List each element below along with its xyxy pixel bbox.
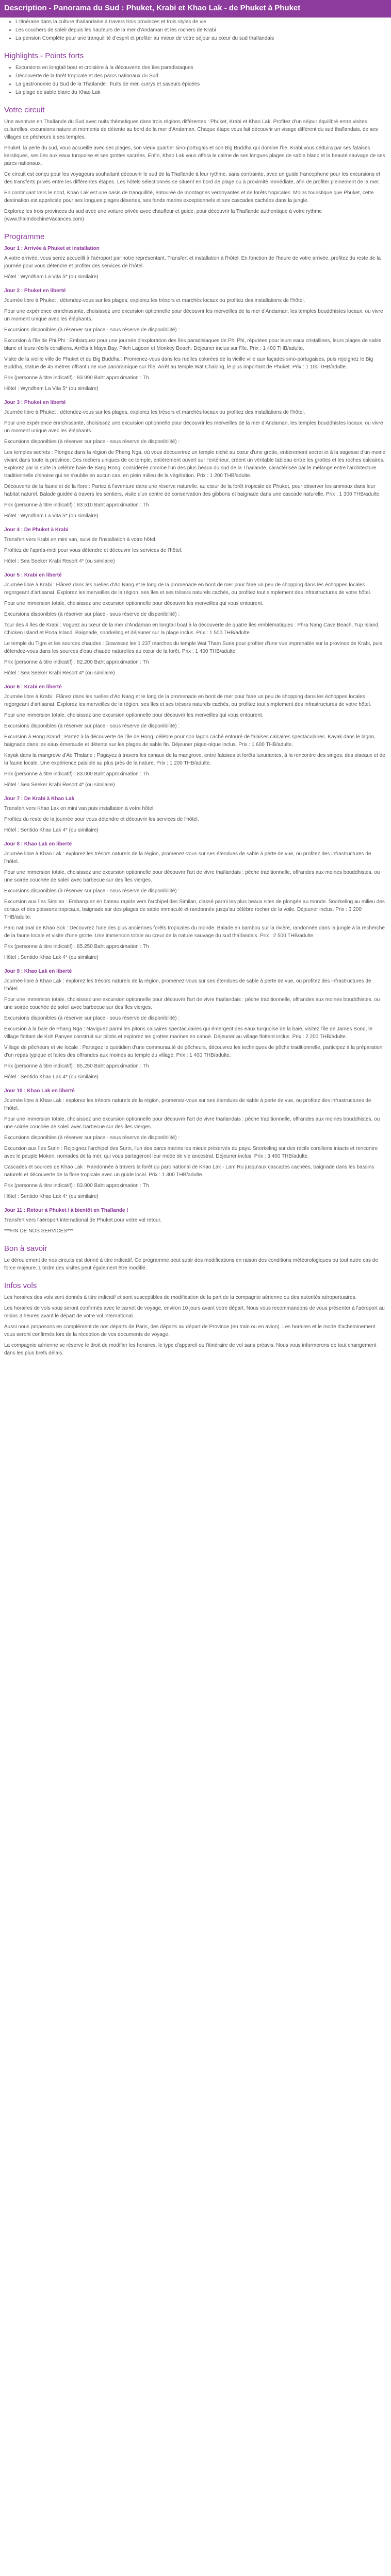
circuit-text	[4, 118, 387, 223]
day-paragraph: Journée libre à Khao Lak : explorez les trésors naturels de la région, promenez-vous sur ses étendues de sable à perte de vue, ou profitez des infrastructures de l'hôtel.	[4, 851, 371, 865]
highlights-list	[4, 64, 387, 96]
intro-item: • La pension Complète pour une tranquillité d'esprit et profiter au mieux de votre séjour au cœur du sud thaïlandais	[15, 35, 387, 42]
bon-text	[4, 1257, 387, 1272]
day-title: Jour 5 : Krabi en liberté	[4, 572, 62, 578]
day-title: Jour 7 : De Krabi à Khao Lak	[4, 795, 75, 802]
program-days	[4, 245, 387, 1235]
day-paragraph: Prix (personne à titre indicatif) : 82.200 Baht approximation : Th	[4, 659, 149, 665]
program-day	[4, 526, 387, 565]
day-title: Jour 11 : Retour à Phuket / à bientôt en Thaïlande !	[4, 1207, 128, 1213]
bon-section	[0, 1244, 391, 1272]
program-day	[4, 245, 387, 281]
program-section	[0, 232, 391, 1235]
day-paragraph: Excursions disponibles (à réserver sur place - sous réserve de disponibilité) :	[4, 611, 180, 617]
infos-section	[0, 1281, 391, 1370]
day-paragraph: Prix (personne à titre indicatif) : 83.510 Baht approximation : Th	[4, 502, 149, 508]
day-paragraph: Le temple du Tigre et les sources chaudes : Gravissez les 1 237 marches du temple Wat Tham Suea pour profiter d'une vue imprenable sur la province de Krabi, puis détendez-vous dans les sources d'eau chaude naturelles au cœur de la forêt. Prix : 1 400 THB/adulte.	[4, 640, 382, 654]
day-title: Jour 3 : Phuket en liberté	[4, 399, 66, 405]
circuit-paragraph: Phuket, la perle du sud, vous accueille avec ses plages, son vieux quartier sino-portugais et son Big Buddha qui domine l'île. Krabi vous séduira par ses falaises karstiques, ses îles aux eaux turquoise et ses grottes sacrées. Enfin, Khao Lak vous offrira le calme de ses longues plages de sable blanc et la beauté sauvage de ses parcs nationaux.	[4, 145, 385, 166]
day-paragraph: Pour une expérience enrichissante, choisissez une excursion optionnelle pour découvrir les merveilles de la mer d'Andaman, les temples bouddhistes locaux, ou vivre un moment unique avec les éléphants.	[4, 308, 383, 322]
day-paragraph: Excursions disponibles (à réserver sur place - sous réserve de disponibilité) :	[4, 327, 180, 333]
day-paragraph: Transfert vers Krabi en mini van, suivi de l'installation à votre hôtel.	[4, 536, 157, 543]
program-day	[4, 795, 387, 834]
day-paragraph: Prix (personne à titre indicatif) : 85.250 Baht approximation : Th	[4, 1063, 149, 1069]
day-paragraph: Excursion aux îles Surin : Rejoignez l'archipel des Surin, l'un des parcs marins les mieux préservés du pays. Snorkeling sur des récifs coralliens intacts et rencontre avec le peuple Moken, nomades de la mer, qui vous partageront leur mode de vie ancestral. Déjeuner inclus. Prix : 3 400 THB/adulte.	[4, 1145, 378, 1159]
program-day	[4, 399, 387, 520]
day-paragraph: Prix (personne à titre indicatif) : 83.000 Baht approximation : Th	[4, 771, 149, 777]
day-paragraph: Prix (personne à titre indicatif) : 85.250 Baht approximation : Th	[4, 943, 149, 950]
infos-heading: Infos vols	[4, 1281, 37, 1290]
program-day	[4, 571, 387, 677]
infos-paragraph: Aussi nous proposons en complément de nos départs de Paris, des départs au départ de Province (en train ou en avion). Les horaires et le mode d'acheminement vous seront confirmés lors de la réception de vos documents de voyage.	[4, 1324, 376, 1337]
highlight-item: • La gastronomie du Sud de la Thaïlande : fruits de mer, currys et saveurs épicées	[15, 80, 387, 88]
day-hotel: Hôtel : Sea Seeker Krabi Resort 4* (ou similaire)	[4, 782, 115, 788]
day-paragraph: Journée libre à Khao Lak : explorez les trésors naturels de la région, promenez-vous sur ses étendues de sable à perte de vue, ou profitez des infrastructures de l'hôtel.	[4, 1097, 371, 1111]
infos-paragraph: La compagnie aérienne se réserve le droit de modifier les horaires, le type d'appareil ou l'itinéraire de vol sans préavis. Nous vous informerons de tout changement dans les plus brefs délais.	[4, 1342, 377, 1356]
program-day	[4, 287, 387, 393]
intro-list	[4, 18, 387, 42]
page-title: Description - Panorama du Sud : Phuket, Krabi et Khao Lak - de Phuket à Phuket	[0, 0, 391, 18]
day-paragraph: Excursion à la baie de Phang Nga : Naviguez parmi les pitons calcaires spectaculaires qui émergent des eaux turquoise de la baie, visitez l'île de James Bond, le village flottant de Koh Panyee construit sur pilotis et explorez les grottes marines en canoë. Déjeuner au village flottant inclus. Prix : 2 200 THB/adulte.	[4, 1026, 372, 1040]
program-day	[4, 968, 387, 1081]
program-heading: Programme	[4, 232, 45, 241]
day-paragraph: Pour une expérience enrichissante, choisissez une excursion optionnelle pour découvrir les merveilles de la mer d'Andaman, les temples bouddhistes locaux, ou vivre un moment unique avec les éléphants.	[4, 420, 383, 434]
day-paragraph: Transfert vers Khao Lak en mini van puis installation à votre hôtel.	[4, 805, 155, 811]
day-paragraph: Excursion aux îles Similan : Embarquez en bateau rapide vers l'archipel des Similan, classé parmi les plus beaux sites de plongée au monde. Snorkeling au milieu des coraux et des poissons tropicaux, baignade sur des plages de sable immaculé et randonnée jusqu'au célèbre rocher de la voile. Déjeuner inclus. Prix : 3 200 THB/adulte.	[4, 899, 385, 920]
day-paragraph: Visite de la vieille ville de Phuket et du Big Buddha : Promenez-vous dans les ruelles colorées de la vieille ville aux façades sino-portugaises, puis rejoignez le Big Buddha, statue de 45 mètres offrant une vue panoramique sur l'île. Arrêt au temple Wat Chalong, le plus important de Phuket. Prix : 1 100 THB/adulte.	[4, 356, 373, 370]
day-hotel: Hôtel : Sentido Khao Lak 4* (ou similaire)	[4, 827, 99, 833]
highlight-item: • La plage de sable blanc du Khao Lak	[15, 89, 387, 96]
day-paragraph: Pour une immersion totale, choisissez une excursion optionnelle pour découvrir l'art de vivre thaïlandais : pêche traditionnelle, offrandes aux moines bouddhistes, ou une soirée couchée de soleil avec barbecue sur des îles vierges.	[4, 1116, 380, 1130]
day-paragraph: Les temples secrets : Plongez dans la région de Phang Nga, où vous découvrirez un temple niché au cœur d'une grotte, entièrement secret et à la sagesse d'un moine vivant dans toute la province. Ces rochers uniques de ce temple, entièrement ouvert sur l'extérieur, créent un véritable tableau entre les grottes et les roches calcaires. Explorez par la suite la célèbre baie de Bang Rong, considérée comme l'un des plus beaux du sud de la Thaïlande, caractérisée par le mélange entre l'architecture traditionnelle chinoise qui ne s'oublie en aucun cas, en plein milieu de la végétation. Prix : 1 200 THB/adulte.	[4, 449, 386, 479]
day-paragraph: Journée libre à Krabi : Flânez dans les ruelles d'Ao Nang et le long de la promenade en bord de mer pour faire un peu de shopping dans les échoppes locales regorgeant d'artisanat. Explorez les merveilles de la région, ses îles et ses trésors naturels cachés, ou profitez tout simplement des infrastructures de votre hôtel.	[4, 693, 371, 707]
day-paragraph: Pour une immersion totale, choisissez une excursion optionnelle pour découvrir les merveilles qui vous entourent.	[4, 712, 264, 718]
day-title: Jour 6 : Krabi en liberté	[4, 684, 62, 690]
day-paragraph: Excursions disponibles (à réserver sur place - sous réserve de disponibilité) :	[4, 888, 180, 894]
circuit-paragraph: Ce circuit est conçu pour les voyageurs souhaitant découvrir le sud de la Thaïlande à leur rythme, sans contrainte, avec un guide francophone pour les excursions et des transferts privés entre les différentes étapes. Les hôtels sélectionnés se situent en bord de plage ou à proximité immédiate, afin de profiter pleinement de la mer.	[4, 171, 381, 185]
day-title: Jour 4 : De Phuket à Krabi	[4, 527, 69, 533]
day-title: Jour 9 : Khao Lak en liberté	[4, 968, 72, 974]
highlight-item: • Découverte de la forêt tropicale et des parcs nationaux du Sud	[15, 72, 387, 80]
intro-item: • L'itinéraire dans la culture thaïlandaise à travers trois provinces et trois styles de vie	[15, 18, 387, 26]
day-paragraph: Excursion à Hong Island : Partez à la découverte de l'île de Hong, célèbre pour son lagon caché entouré de falaises calcaires spectaculaires. Kayak dans le lagon, baignade dans les eaux émeraude et détente sur les plages de sable fin. Déjeuner pique-nique inclus. Prix : 1 600 THB/adulte.	[4, 734, 376, 748]
circuit-section	[0, 106, 391, 223]
bon-heading: Bon à savoir	[4, 1244, 47, 1253]
day-paragraph: ***FIN DE NOS SERVICES***	[4, 1228, 73, 1234]
bon-paragraph: Le déroulement de nos circuits est donné à titre indicatif. Ce programme peut subir des modifications en raison des conditions météorologiques ou tout autre cas de force majeure. L'ordre des visites peut également être modifié.	[4, 1257, 378, 1271]
day-paragraph: Journée libre à Khao Lak : explorez les trésors naturels de la région, promenez-vous sur ses étendues de sable à perte de vue, ou profitez des infrastructures de l'hôtel.	[4, 978, 371, 992]
day-paragraph: Journée libre à Krabi : Flânez dans les ruelles d'Ao Nang et le long de la promenade en bord de mer pour faire un peu de shopping dans les échoppes locales regorgeant d'artisanat. Explorez les merveilles de la région, ses îles et ses trésors naturels cachés, ou profitez tout simplement des infrastructures de votre hôtel.	[4, 582, 371, 596]
day-paragraph: Parc national de Khao Sok : Découvrez l'une des plus anciennes forêts tropicales du monde. Balade en bambou sur la rivière, randonnée dans la jungle à la recherche de la faune locale et visite d'une grotte. Une immersion totale au cœur de la nature sauvage du sud thaïlandais. Prix : 2 500 THB/adulte.	[4, 925, 385, 939]
day-hotel: Hôtel : Sea Seeker Krabi Resort 4* (ou similaire)	[4, 670, 115, 676]
program-day	[4, 1207, 387, 1235]
circuit-paragraph: En continuant vers le nord, Khao Lak est une oasis de tranquillité, entourée de montagnes verdoyantes et de forêts tropicales. Moins touristique que Phuket, cette destination est appréciée pour ses longues plages désertes, ses fonds marins exceptionnels et ses cascades cachées dans la jungle.	[4, 190, 374, 204]
intro-section	[0, 18, 391, 42]
day-hotel: Hôtel : Wyndham La Vita 5* (ou similaire)	[4, 385, 99, 392]
day-paragraph: Prix (personne à titre indicatif) : 83.990 Baht approximation : Th	[4, 375, 149, 381]
day-paragraph: Cascades et sources de Khao Lak : Randonnée à travers la forêt du parc national de Khao Lak - Lam Ru jusqu'aux cascades cachées, baignade dans les bassins naturels et découverte de la flore tropicale avec un guide local. Prix : 1 300 THB/adulte.	[4, 1164, 374, 1178]
day-paragraph: Pour une immersion totale, choisissez une excursion optionnelle pour découvrir l'art de vivre thaïlandais : pêche traditionnelle, offrandes aux moines bouddhistes, ou une soirée couchée de soleil avec barbecue sur des îles vierges.	[4, 996, 380, 1010]
day-title: Jour 1 : Arrivée à Phuket et installation	[4, 245, 100, 251]
infos-paragraph: Les horaires des vols sont donnés à titre indicatif et sont susceptibles de modification de la part de la compagnie aérienne ou des autorités aéroportuaires.	[4, 1294, 357, 1300]
day-hotel: Hôtel : Sea Seeker Krabi Resort 4* (ou similaire)	[4, 558, 115, 564]
day-paragraph: Profitez de l'après-midi pour vous détendre et découvrir les services de l'hôtel.	[4, 547, 183, 553]
highlight-item: • Excursions en longtail boat et croisière à la découverte des îles paradisiaques	[15, 64, 387, 72]
program-day	[4, 683, 387, 789]
day-title: Jour 2 : Phuket en liberté	[4, 287, 66, 294]
highlights-heading: Highlights - Points forts	[4, 51, 84, 60]
day-hotel: Hôtel : Sentido Khao Lak 4* (ou similaire)	[4, 1193, 99, 1199]
day-paragraph: Excursions disponibles (à réserver sur place - sous réserve de disponibilité) :	[4, 1015, 180, 1021]
circuit-paragraph: Explorez les trois provinces du sud avec une voiture privée avec chauffeur et guide, pour découvrir la Thaïlande authentique à votre rythme (www.thaiIndochineVacances.com)	[4, 208, 322, 222]
day-paragraph: Pour une immersion totale, choisissez une excursion optionnelle pour découvrir l'art de vivre thaïlandais : pêche traditionnelle, offrandes aux moines bouddhistes, ou une soirée couchée de soleil avec barbecue sur des îles vierges.	[4, 869, 380, 883]
infos-text	[4, 1294, 387, 1357]
day-paragraph: Kayak dans la mangrove d'Ao Thalane : Pagayez à travers les canaux de la mangrove, entre falaises et forêts luxuriantes, à la rencontre des singes, des oiseaux et de la faune locale. Une expérience paisible au plus près de la nature. Prix : 1 200 THB/adulte.	[4, 752, 385, 766]
circuit-paragraph: Une aventure en Thaïlande du Sud avec nuits thématiques dans trois régions différentes : Phuket, Krabi et Khao Lak. Profitez d'un séjour équilibré entre visites culturelles, excursions nature et moments de détente au bord de la mer d'Andaman. Chaque étape vous fait découvrir un visage différent du sud thaïlandais, de ses villages de pêcheurs à ses temples.	[4, 118, 378, 140]
day-paragraph: Village de pêcheurs et vie locale : Partagez le quotidien d'une communauté de pêcheurs, découvrez les techniques de pêche traditionnelle, participez à la préparation d'un repas typique et faites des offrandes aux moines au temple du village. Prix : 1 400 THB/adulte.	[4, 1044, 383, 1058]
day-hotel: Hôtel : Sentido Khao Lak 4* (ou similaire)	[4, 954, 99, 960]
day-paragraph: Découverte de la faune et de la flore : Partez à l'aventure dans une réserve naturelle, au cœur de la forêt tropicale de Phuket, pour observer les animaux dans leur habitat naturel. Balade guidée à travers les sentiers, visite d'un centre de conservation des gibbons et baignade dans une cascade naturelle. Prix : 1 300 THB/adulte.	[4, 483, 381, 497]
day-paragraph: Profitez du reste de la journée pour vous détendre et découvrir les services de l'hôtel.	[4, 816, 199, 822]
day-paragraph: Transfert vers l'aéroport international de Phuket pour votre vol retour.	[4, 1217, 162, 1223]
day-hotel: Hôtel : Sentido Khao Lak 4* (ou similaire)	[4, 1074, 99, 1080]
highlights-section	[0, 52, 391, 96]
day-paragraph: Pour une immersion totale, choisissez une excursion optionnelle pour découvrir les merveilles qui vous entourent.	[4, 600, 264, 606]
circuit-heading: Votre circuit	[4, 105, 45, 114]
program-day	[4, 1087, 387, 1200]
day-paragraph: Excursions disponibles (à réserver sur place - sous réserve de disponibilité) :	[4, 723, 180, 729]
day-hotel: Hôtel : Wyndham La Vita 5* (ou similaire)	[4, 513, 99, 519]
day-title: Jour 8 : Khao Lak en liberté	[4, 841, 72, 847]
intro-item: • Les couchers de soleil depuis les hauteurs de la mer d'Andaman et les rochers de Krabi	[15, 26, 387, 34]
day-paragraph: Excursions disponibles (à réserver sur place - sous réserve de disponibilité) :	[4, 438, 180, 445]
infos-paragraph: Les horaires de vols vous seront confirmés avec le carnet de voyage, environ 10 jours avant votre départ. Nous vous recommandons de vous présenter à l'aéroport au moins 3 heures avant le départ de votre vol international.	[4, 1305, 385, 1319]
day-paragraph: Excursion à l'île de Phi Phi : Embarquez pour une journée d'exploration des îles paradisiaques de Phi Phi, réputées pour leurs eaux cristallines, leurs plages de sable blanc et leurs récifs coralliens. Arrêts à Maya Bay, Pileh Lagoon et Monkey Beach. Déjeuner inclus sur l'île. Prix : 1 400 THB/adulte.	[4, 337, 382, 351]
day-paragraph: Tour des 4 îles de Krabi : Voguez au cœur de la mer d'Andaman en longtail boat à la découverte de quatre îles emblématiques : Phra Nang Cave Beach, Tup Island, Chicken Island et Poda Island. Baignade, snorkeling et déjeuner sur la plage inclus. Prix : 1 500 THB/adulte.	[4, 622, 380, 636]
day-title: Jour 10 : Khao Lak en liberté	[4, 1088, 75, 1094]
day-paragraph: Excursions disponibles (à réserver sur place - sous réserve de disponibilité) :	[4, 1134, 180, 1141]
day-paragraph: A votre arrivée, vous serez accueilli à l'aéroport par notre représentant. Transfert et installation à l'hôtel. En fonction de l'heure de votre arrivée, profitez du reste de la journée pour vous détendre et profiter des services de l'hôtel.	[4, 255, 381, 269]
day-hotel: Hôtel : Wyndham La Vita 5* (ou similaire)	[4, 274, 99, 280]
day-paragraph: Prix (personne à titre indicatif) : 83.900 Baht approximation : Th	[4, 1182, 149, 1189]
program-day	[4, 840, 387, 961]
day-paragraph: Journée libre à Phuket : détendez-vous sur les plages, explorez les trésors et marchés locaux ou profitez des installations de l'hôtel.	[4, 409, 305, 415]
day-paragraph: Journée libre à Phuket : détendez-vous sur les plages, explorez les trésors et marchés locaux ou profitez des installations de l'hôtel.	[4, 297, 305, 303]
